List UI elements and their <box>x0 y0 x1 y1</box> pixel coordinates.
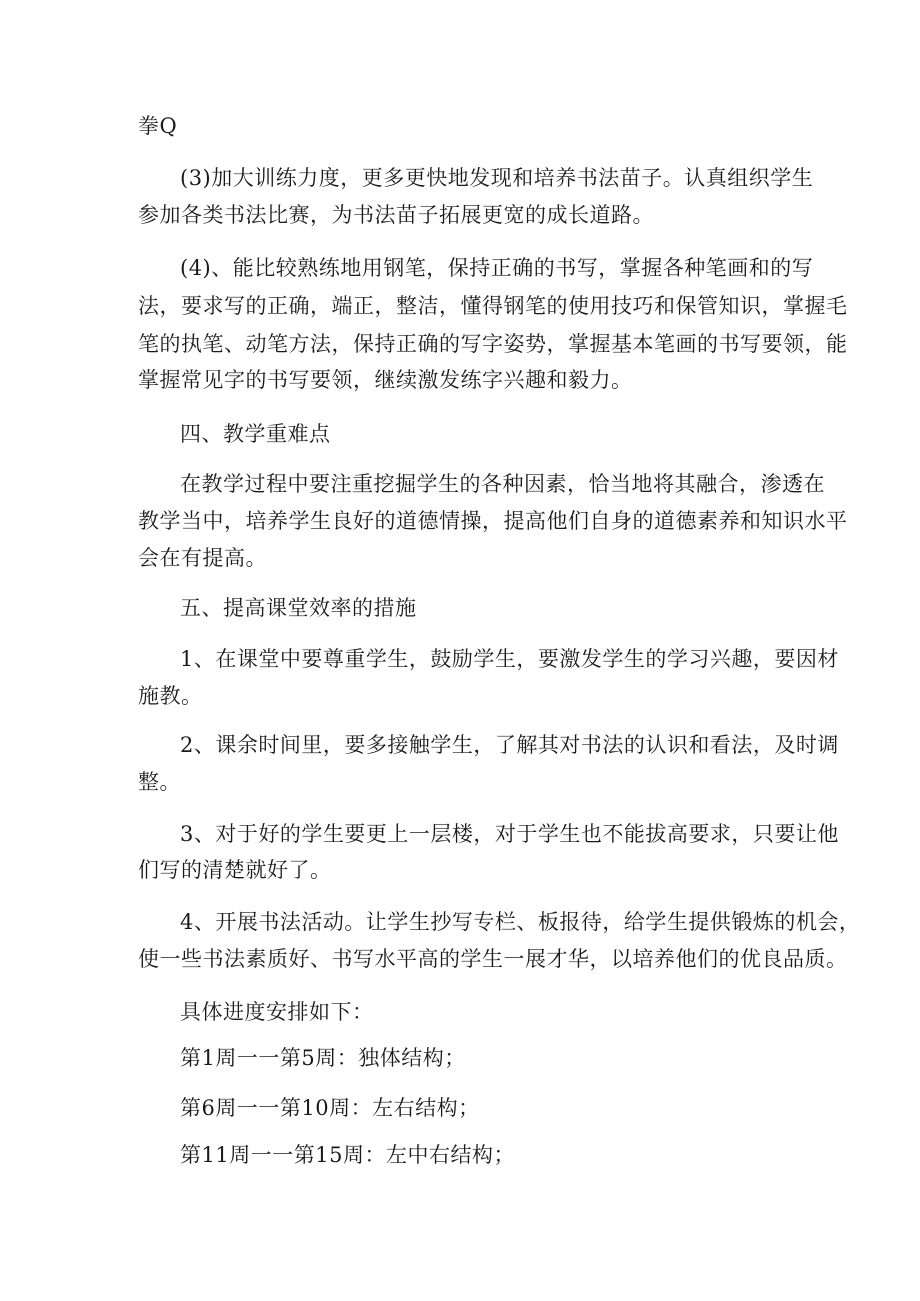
section-heading: 五、提高课堂效率的措施 <box>180 596 417 620</box>
section4-para-line: 在教学过程中要注重挖掘学生的各种因素，恰当地将其融合，渗透在 <box>180 472 825 496</box>
item3-line: (3)加大训练力度，更多更快地发现和培养书法苗子。认真组织学生 <box>180 166 814 190</box>
schedule-item: 第1周一一第5周：独体结构； <box>180 1046 466 1070</box>
section4-para-line: 会在有提高。 <box>138 546 267 570</box>
fragment-text: 拳Q <box>138 114 178 138</box>
item4-line: 掌握常见字的书写要领，继续激发练字兴趣和毅力。 <box>138 368 633 392</box>
schedule-item: 第11周一一第15周：左中右结构； <box>180 1143 515 1167</box>
item4-line: (4)、能比较熟练地用钢笔，保持正确的书写，掌握各种笔画和的写 <box>180 256 814 280</box>
measure-line: 4、开展书法活动。让学生抄写专栏、板报待，给学生提供锻炼的机会， <box>180 910 861 934</box>
measure-line: 1、在课堂中要尊重学生，鼓励学生，要激发学生的学习兴趣，要因材 <box>180 647 839 671</box>
schedule-intro: 具体进度安排如下： <box>180 1000 374 1024</box>
measure-line: 2、课余时间里，要多接触学生，了解其对书法的认识和看法，及时调 <box>180 733 839 757</box>
measure-line: 3、对于好的学生要更上一层楼，对于学生也不能拔高要求，只要让他 <box>180 822 839 846</box>
item3-line: 参加各类书法比赛，为书法苗子拓展更宽的成长道路。 <box>138 203 654 227</box>
item4-line: 法，要求写的正确，端正，整洁，懂得钢笔的使用技巧和保管知识，掌握毛 <box>138 294 848 318</box>
section-heading: 四、教学重难点 <box>180 422 331 446</box>
section4-para-line: 教学当中，培养学生良好的道德情操，提高他们自身的道德素养和知识水平 <box>138 509 848 533</box>
schedule-item: 第6周一一第10周：左右结构； <box>180 1096 480 1120</box>
measure-line: 整。 <box>138 770 181 794</box>
measure-line: 使一些书法素质好、书写水平高的学生一展才华，以培养他们的优良品质。 <box>138 947 848 971</box>
measure-line: 施教。 <box>138 684 203 708</box>
measure-line: 们写的清楚就好了。 <box>138 858 332 882</box>
item4-line: 笔的执笔、动笔方法，保持正确的写字姿势，掌握基本笔画的书写要领，能 <box>138 332 848 356</box>
